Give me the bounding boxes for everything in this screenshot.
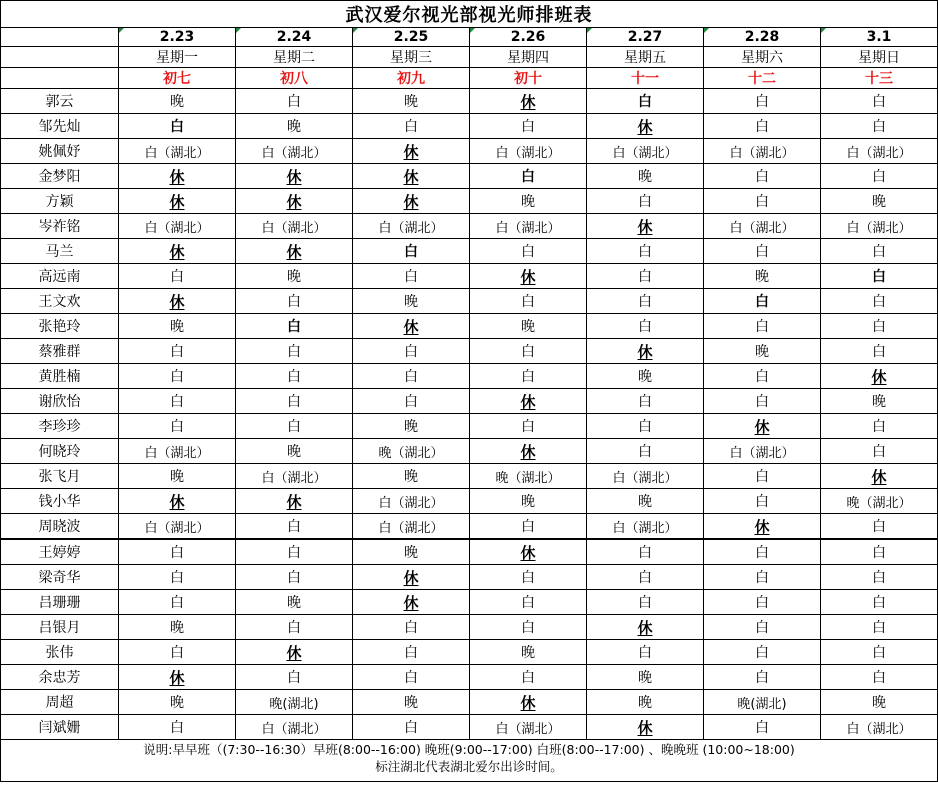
staff-name-cell[interactable]: 王文欢 xyxy=(1,289,119,314)
shift-cell[interactable]: 白 xyxy=(821,439,938,464)
shift-cell[interactable]: 白 xyxy=(470,339,587,364)
shift-cell[interactable]: 休 xyxy=(119,164,236,189)
weekday-header-cell[interactable]: 星期五 xyxy=(587,47,704,68)
shift-cell[interactable]: 白 xyxy=(236,314,353,339)
shift-cell[interactable]: 白（湖北） xyxy=(704,139,821,164)
staff-row xyxy=(1,89,938,114)
date-header-cell[interactable]: 2.27 xyxy=(587,28,704,47)
shift-cell[interactable]: 晚 xyxy=(119,690,236,715)
shift-cell[interactable]: 白（湖北） xyxy=(821,214,938,239)
shift-cell[interactable]: 晚（湖北） xyxy=(821,489,938,514)
hubei-note: 标注湖北代表湖北爱尔出诊时间。 xyxy=(375,759,563,774)
staff-row xyxy=(1,640,938,665)
staff-row xyxy=(1,439,938,464)
staff-row xyxy=(1,239,938,264)
shift-cell[interactable]: 白 xyxy=(587,239,704,264)
shift-cell[interactable]: 晚(湖北) xyxy=(236,690,353,715)
shift-cell[interactable]: 晚 xyxy=(119,89,236,114)
shift-cell[interactable]: 白 xyxy=(704,89,821,114)
staff-name-cell[interactable]: 谢欣怡 xyxy=(1,389,119,414)
shift-cell[interactable]: 白 xyxy=(236,339,353,364)
shift-cell[interactable]: 晚 xyxy=(236,264,353,289)
shift-cell[interactable]: 白 xyxy=(470,364,587,389)
shift-cell[interactable]: 白（湖北） xyxy=(353,214,470,239)
shift-cell[interactable]: 白 xyxy=(236,414,353,439)
staff-name-cell[interactable]: 金梦阳 xyxy=(1,164,119,189)
shift-cell[interactable]: 白 xyxy=(821,414,938,439)
shift-cell[interactable]: 白 xyxy=(470,239,587,264)
shift-cell[interactable]: 白 xyxy=(821,665,938,690)
shift-cell[interactable]: 休 xyxy=(704,414,821,439)
staff-row xyxy=(1,389,938,414)
shift-cell[interactable]: 白 xyxy=(821,539,938,565)
shift-cell[interactable]: 晚 xyxy=(236,439,353,464)
staff-name-cell[interactable]: 张伟 xyxy=(1,640,119,665)
shift-cell[interactable]: 白 xyxy=(821,239,938,264)
weekday-header-cell[interactable]: 星期二 xyxy=(236,47,353,68)
staff-name-cell[interactable]: 黄胜楠 xyxy=(1,364,119,389)
sheet-title[interactable]: 武汉爱尔视光部视光师排班表 xyxy=(1,1,938,28)
staff-name-cell[interactable]: 吕珊珊 xyxy=(1,590,119,615)
staff-row xyxy=(1,339,938,364)
shift-cell[interactable]: 晚 xyxy=(470,489,587,514)
shift-cell[interactable]: 白 xyxy=(236,615,353,640)
shift-cell[interactable]: 白 xyxy=(821,615,938,640)
shift-cell[interactable]: 白 xyxy=(821,264,938,289)
shift-cell[interactable]: 白（湖北） xyxy=(119,439,236,464)
shift-cell[interactable]: 白（湖北） xyxy=(236,214,353,239)
shift-cell[interactable]: 休 xyxy=(821,464,938,489)
comment-marker-icon xyxy=(119,28,124,33)
shift-cell[interactable]: 休 xyxy=(353,314,470,339)
shift-cell[interactable]: 休 xyxy=(470,690,587,715)
staff-row xyxy=(1,289,938,314)
shift-cell[interactable]: 白（湖北） xyxy=(236,715,353,740)
staff-row xyxy=(1,539,938,565)
shift-cell[interactable]: 晚 xyxy=(353,539,470,565)
shift-cell[interactable]: 白 xyxy=(821,640,938,665)
notes-cell[interactable] xyxy=(1,740,938,782)
lunar-date-cell[interactable]: 初九 xyxy=(353,68,470,89)
shift-cell[interactable]: 休 xyxy=(470,539,587,565)
shift-cell[interactable]: 白 xyxy=(587,439,704,464)
shift-cell[interactable]: 白 xyxy=(470,164,587,189)
lunar-date-cell[interactable]: 十二 xyxy=(704,68,821,89)
shift-cell[interactable]: 白 xyxy=(587,414,704,439)
shift-legend-note: 说明:早早班（(7:30--16:30）早班(8:00--16:00) 晚班(9:00--17:00) 白班(8:00--17:00) 、晚晚班 (10:00~18:00) xyxy=(143,742,795,757)
shift-cell[interactable]: 白（湖北） xyxy=(236,139,353,164)
shift-cell[interactable]: 白 xyxy=(470,114,587,139)
shift-cell[interactable]: 晚 xyxy=(821,690,938,715)
weekday-header-cell[interactable]: 星期六 xyxy=(704,47,821,68)
shift-cell[interactable]: 白（湖北） xyxy=(821,715,938,740)
shift-cell[interactable]: 休 xyxy=(353,189,470,214)
shift-cell[interactable]: 白 xyxy=(704,164,821,189)
shift-cell[interactable]: 休 xyxy=(587,715,704,740)
comment-marker-icon xyxy=(587,28,592,33)
shift-cell[interactable]: 白（湖北） xyxy=(704,439,821,464)
shift-cell[interactable]: 休 xyxy=(236,239,353,264)
shift-cell[interactable]: 白 xyxy=(704,539,821,565)
staff-row xyxy=(1,264,938,289)
shift-cell[interactable]: 休 xyxy=(236,189,353,214)
shift-cell[interactable]: 白 xyxy=(119,114,236,139)
shift-cell[interactable]: 晚 xyxy=(353,414,470,439)
shift-cell[interactable]: 晚 xyxy=(821,389,938,414)
shift-cell[interactable]: 白 xyxy=(704,615,821,640)
shift-cell[interactable]: 白 xyxy=(353,364,470,389)
shift-cell[interactable]: 休 xyxy=(470,89,587,114)
staff-name-cell[interactable]: 吕银月 xyxy=(1,615,119,640)
shift-cell[interactable]: 晚 xyxy=(119,464,236,489)
shift-cell[interactable]: 白 xyxy=(587,565,704,590)
shift-cell[interactable]: 晚 xyxy=(236,114,353,139)
shift-cell[interactable]: 休 xyxy=(119,489,236,514)
shift-cell[interactable]: 晚 xyxy=(587,489,704,514)
shift-cell[interactable]: 白 xyxy=(704,640,821,665)
shift-cell[interactable]: 白（湖北） xyxy=(587,514,704,540)
date-header-cell[interactable]: 2.26 xyxy=(470,28,587,47)
shift-cell[interactable]: 休 xyxy=(353,565,470,590)
staff-name-cell[interactable]: 方颖 xyxy=(1,189,119,214)
header-corner-cell[interactable] xyxy=(1,47,119,68)
shift-cell[interactable]: 白 xyxy=(353,389,470,414)
shift-cell[interactable]: 白 xyxy=(704,590,821,615)
shift-cell[interactable]: 白（湖北） xyxy=(236,464,353,489)
shift-cell[interactable]: 白 xyxy=(821,114,938,139)
shift-cell[interactable]: 白 xyxy=(236,89,353,114)
shift-cell[interactable]: 白（湖北） xyxy=(587,139,704,164)
staff-row xyxy=(1,489,938,514)
shift-cell[interactable]: 晚(湖北) xyxy=(704,690,821,715)
shift-cell[interactable]: 白 xyxy=(587,89,704,114)
shift-cell[interactable]: 白 xyxy=(704,665,821,690)
shift-cell[interactable]: 晚 xyxy=(470,189,587,214)
shift-cell[interactable]: 白（湖北） xyxy=(119,139,236,164)
shift-cell[interactable]: 白 xyxy=(470,565,587,590)
shift-cell[interactable]: 白 xyxy=(236,514,353,540)
lunar-date-cell[interactable]: 初八 xyxy=(236,68,353,89)
shift-cell[interactable]: 休 xyxy=(119,239,236,264)
date-header-cell[interactable]: 2.25 xyxy=(353,28,470,47)
staff-row xyxy=(1,214,938,239)
shift-cell[interactable]: 白 xyxy=(587,264,704,289)
shift-cell[interactable]: 白 xyxy=(119,339,236,364)
shift-cell[interactable]: 白 xyxy=(821,565,938,590)
lunar-date-cell[interactable]: 十一 xyxy=(587,68,704,89)
staff-name-cell[interactable]: 王婷婷 xyxy=(1,539,119,565)
staff-name-cell[interactable]: 马兰 xyxy=(1,239,119,264)
staff-name-cell[interactable]: 郭云 xyxy=(1,89,119,114)
lunar-date-cell[interactable]: 十三 xyxy=(821,68,938,89)
staff-row xyxy=(1,615,938,640)
staff-name-cell[interactable]: 李珍珍 xyxy=(1,414,119,439)
shift-cell[interactable]: 白 xyxy=(470,514,587,540)
shift-cell[interactable]: 晚 xyxy=(119,314,236,339)
lunar-date-cell[interactable]: 初十 xyxy=(470,68,587,89)
shift-cell[interactable]: 白 xyxy=(353,339,470,364)
date-header-cell[interactable]: 2.28 xyxy=(704,28,821,47)
shift-cell[interactable]: 晚 xyxy=(587,364,704,389)
staff-name-cell[interactable]: 何晓玲 xyxy=(1,439,119,464)
shift-cell[interactable]: 白 xyxy=(236,565,353,590)
shift-cell[interactable]: 白 xyxy=(587,590,704,615)
shift-cell[interactable]: 晚 xyxy=(236,590,353,615)
staff-row xyxy=(1,514,938,540)
staff-row xyxy=(1,314,938,339)
shift-cell[interactable]: 白 xyxy=(821,89,938,114)
staff-name-cell[interactable]: 周超 xyxy=(1,690,119,715)
staff-name-cell[interactable]: 邹先灿 xyxy=(1,114,119,139)
shift-cell[interactable]: 白（湖北） xyxy=(353,489,470,514)
shift-cell[interactable]: 白 xyxy=(704,364,821,389)
shift-cell[interactable]: 晚（湖北） xyxy=(353,439,470,464)
shift-cell[interactable]: 晚（湖北） xyxy=(470,464,587,489)
staff-name-cell[interactable]: 张艳玲 xyxy=(1,314,119,339)
shift-cell[interactable]: 白 xyxy=(119,565,236,590)
shift-cell[interactable]: 晚 xyxy=(587,690,704,715)
staff-row xyxy=(1,565,938,590)
shift-cell[interactable]: 晚 xyxy=(353,89,470,114)
weekday-header-cell[interactable]: 星期四 xyxy=(470,47,587,68)
shift-cell[interactable]: 晚 xyxy=(119,615,236,640)
shift-cell[interactable]: 晚 xyxy=(353,464,470,489)
shift-cell[interactable]: 白 xyxy=(470,665,587,690)
shift-cell[interactable]: 白 xyxy=(587,389,704,414)
shift-cell[interactable]: 白 xyxy=(119,590,236,615)
shift-cell[interactable]: 白 xyxy=(119,640,236,665)
shift-cell[interactable]: 白 xyxy=(470,590,587,615)
shift-cell[interactable]: 白 xyxy=(119,264,236,289)
shift-cell[interactable]: 晚 xyxy=(704,339,821,364)
staff-row xyxy=(1,590,938,615)
shift-cell[interactable]: 休 xyxy=(353,139,470,164)
comment-marker-icon xyxy=(353,28,358,33)
header-corner-cell[interactable] xyxy=(1,68,119,89)
shift-cell[interactable]: 白 xyxy=(119,389,236,414)
shift-cell[interactable]: 晚 xyxy=(470,314,587,339)
shift-cell[interactable]: 休 xyxy=(119,665,236,690)
weekday-header-cell[interactable]: 星期日 xyxy=(821,47,938,68)
date-header-cell[interactable]: 2.23 xyxy=(119,28,236,47)
shift-cell[interactable]: 白（湖北） xyxy=(821,139,938,164)
shift-cell[interactable]: 休 xyxy=(587,615,704,640)
shift-cell[interactable]: 白 xyxy=(704,715,821,740)
staff-name-cell[interactable]: 张飞月 xyxy=(1,464,119,489)
shift-cell[interactable]: 白 xyxy=(821,514,938,540)
shift-cell[interactable]: 休 xyxy=(119,189,236,214)
shift-cell[interactable]: 休 xyxy=(587,339,704,364)
shift-cell[interactable]: 白 xyxy=(236,364,353,389)
staff-row xyxy=(1,164,938,189)
weekday-header-cell[interactable]: 星期一 xyxy=(119,47,236,68)
shift-cell[interactable]: 白 xyxy=(704,189,821,214)
shift-cell[interactable]: 白 xyxy=(236,289,353,314)
shift-cell[interactable]: 休 xyxy=(470,389,587,414)
shift-cell[interactable]: 休 xyxy=(236,489,353,514)
shift-cell[interactable]: 白 xyxy=(119,414,236,439)
shift-cell[interactable]: 白 xyxy=(704,114,821,139)
shift-cell[interactable]: 晚 xyxy=(353,289,470,314)
shift-cell[interactable]: 休 xyxy=(470,264,587,289)
shift-cell[interactable]: 晚 xyxy=(821,189,938,214)
staff-name-cell[interactable]: 梁奇华 xyxy=(1,565,119,590)
shift-cell[interactable]: 白 xyxy=(353,114,470,139)
staff-name-cell[interactable]: 闫斌姗 xyxy=(1,715,119,740)
staff-row xyxy=(1,665,938,690)
staff-name-cell[interactable]: 高远南 xyxy=(1,264,119,289)
staff-name-cell[interactable]: 钱小华 xyxy=(1,489,119,514)
staff-row xyxy=(1,364,938,389)
shift-cell[interactable]: 白 xyxy=(119,364,236,389)
shift-cell[interactable]: 晚 xyxy=(704,264,821,289)
shift-cell[interactable]: 白 xyxy=(587,189,704,214)
shift-cell[interactable]: 白 xyxy=(704,389,821,414)
shift-cell[interactable]: 白（湖北） xyxy=(704,214,821,239)
shift-cell[interactable]: 白 xyxy=(587,640,704,665)
shift-cell[interactable]: 休 xyxy=(353,590,470,615)
shift-cell[interactable]: 白 xyxy=(821,314,938,339)
shift-cell[interactable]: 白 xyxy=(353,615,470,640)
shift-cell[interactable]: 休 xyxy=(470,439,587,464)
shift-cell[interactable]: 休 xyxy=(236,164,353,189)
shift-cell[interactable]: 白 xyxy=(353,665,470,690)
shift-cell[interactable]: 白 xyxy=(119,715,236,740)
comment-marker-icon xyxy=(470,28,475,33)
shift-cell[interactable]: 白 xyxy=(236,665,353,690)
shift-cell[interactable]: 晚 xyxy=(587,164,704,189)
shift-cell[interactable]: 白（湖北） xyxy=(353,514,470,540)
staff-name-cell[interactable]: 余忠芳 xyxy=(1,665,119,690)
shift-cell[interactable]: 白 xyxy=(821,164,938,189)
date-header-cell[interactable]: 2.24 xyxy=(236,28,353,47)
shift-cell[interactable]: 白 xyxy=(587,539,704,565)
shift-cell[interactable]: 白 xyxy=(821,590,938,615)
staff-name-cell[interactable]: 岑祚铭 xyxy=(1,214,119,239)
comment-marker-icon xyxy=(704,28,709,33)
shift-cell[interactable]: 白（湖北） xyxy=(587,464,704,489)
shift-cell[interactable]: 白 xyxy=(704,289,821,314)
shift-cell[interactable]: 晚 xyxy=(470,640,587,665)
shift-cell[interactable]: 白 xyxy=(353,640,470,665)
shift-cell[interactable]: 白 xyxy=(704,489,821,514)
shift-cell[interactable]: 白 xyxy=(470,289,587,314)
shift-cell[interactable]: 白（湖北） xyxy=(119,214,236,239)
staff-name-cell[interactable]: 周晓波 xyxy=(1,514,119,540)
shift-cell[interactable]: 白 xyxy=(704,239,821,264)
shift-cell[interactable]: 晚 xyxy=(353,690,470,715)
shift-cell[interactable]: 白（湖北） xyxy=(119,514,236,540)
shift-cell[interactable]: 白 xyxy=(353,264,470,289)
weekday-header-cell[interactable]: 星期三 xyxy=(353,47,470,68)
staff-row xyxy=(1,114,938,139)
shift-cell[interactable]: 白 xyxy=(470,615,587,640)
shift-cell[interactable]: 休 xyxy=(821,364,938,389)
shift-cell[interactable]: 白 xyxy=(353,715,470,740)
lunar-date-cell[interactable]: 初七 xyxy=(119,68,236,89)
shift-cell[interactable]: 白（湖北） xyxy=(470,139,587,164)
staff-row xyxy=(1,139,938,164)
shift-cell[interactable]: 白 xyxy=(236,389,353,414)
staff-row xyxy=(1,189,938,214)
comment-marker-icon xyxy=(821,28,826,33)
shift-cell[interactable]: 白（湖北） xyxy=(470,214,587,239)
shift-cell[interactable]: 白 xyxy=(704,565,821,590)
staff-name-cell[interactable]: 蔡雅群 xyxy=(1,339,119,364)
staff-row xyxy=(1,414,938,439)
shift-cell[interactable]: 休 xyxy=(353,164,470,189)
shift-cell[interactable]: 休 xyxy=(236,640,353,665)
shift-cell[interactable]: 休 xyxy=(704,514,821,540)
shift-cell[interactable]: 休 xyxy=(587,214,704,239)
shift-cell[interactable]: 休 xyxy=(119,289,236,314)
shift-cell[interactable]: 白 xyxy=(704,314,821,339)
shift-cell[interactable]: 白 xyxy=(119,539,236,565)
header-corner-cell[interactable] xyxy=(1,28,119,47)
shift-cell[interactable]: 晚 xyxy=(587,665,704,690)
shift-cell[interactable]: 白 xyxy=(470,414,587,439)
staff-row xyxy=(1,690,938,715)
shift-cell[interactable]: 休 xyxy=(587,114,704,139)
shift-cell[interactable]: 白 xyxy=(704,464,821,489)
date-header-cell[interactable]: 3.1 xyxy=(821,28,938,47)
comment-marker-icon xyxy=(236,28,241,33)
shift-cell[interactable]: 白 xyxy=(236,539,353,565)
shift-cell[interactable]: 白 xyxy=(587,314,704,339)
staff-row xyxy=(1,464,938,489)
shift-cell[interactable]: 白（湖北） xyxy=(470,715,587,740)
shift-cell[interactable]: 白 xyxy=(353,239,470,264)
shift-cell[interactable]: 白 xyxy=(587,289,704,314)
staff-name-cell[interactable]: 姚佩妤 xyxy=(1,139,119,164)
shift-cell[interactable]: 白 xyxy=(821,289,938,314)
staff-row xyxy=(1,715,938,740)
shift-cell[interactable]: 白 xyxy=(821,339,938,364)
